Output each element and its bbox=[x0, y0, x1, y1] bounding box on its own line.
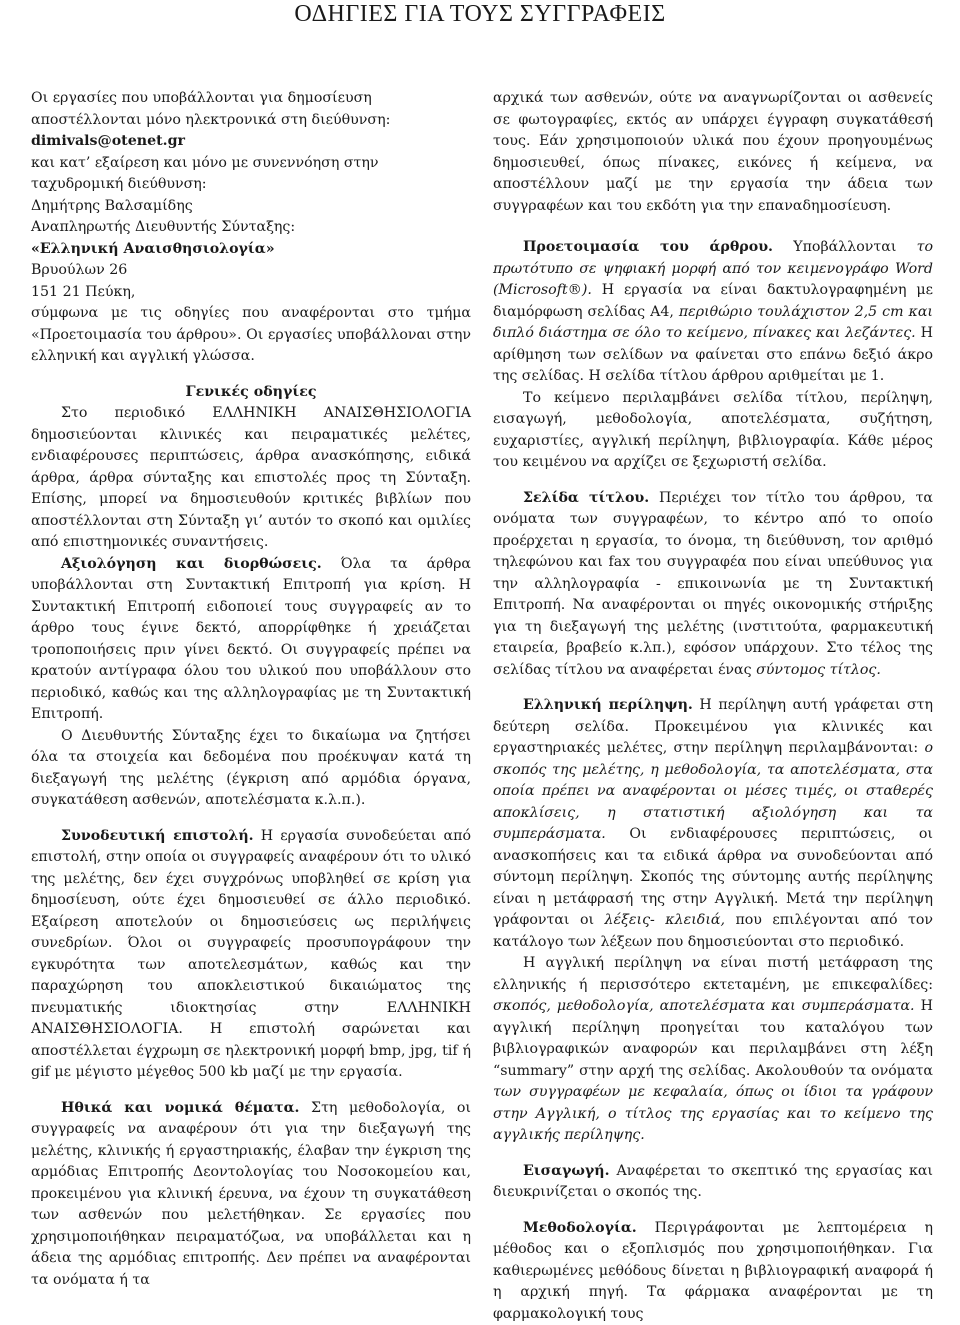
abstract-text-3: που επιλέγονται από τον κατάλογο των λέξεων που δημοσιεύονται στο περιοδικό. bbox=[493, 912, 933, 950]
methodology-text: Περιγράφονται με λεπτομέρεια η μέθοδος και ο εξοπλισμός που χρησιμοποιήθηκαν. Για καθιερωμένες μεθόδους δίνεται η βιβλιογραφική αναφορά ή η αρχική πηγή. Τα φάρμακα αναφέρονται με τη φαρμακολογική τους bbox=[493, 1220, 933, 1322]
continuation-paragraph: αρχικά των ασθενών, ούτε να αναγνωρίζονται οι ασθενείς σε φωτογραφίες, εκτός αν υπάρχει έγγραφη συγκατάθεσή τους. Εάν χρησιμοποιούν υλικά που έχουν προηγουμένως δημοσιευθεί, όπως πίνακες, εικόνες ή κείμενα, να αποστέλλουν μαζί με την εργασία την άδεια των συγγραφέων και του εκδότη για την επαναδημοσίευση. bbox=[493, 88, 933, 217]
cover-letter-heading: Συνοδευτική επιστολή. bbox=[61, 828, 254, 844]
introduction-heading: Εισαγωγή. bbox=[523, 1163, 610, 1179]
english-text-2: Η αγγλική περίληψη προηγείται του καταλόγου των βιβλιογραφικών αναφορών και περιλαμβάνει στη λέξη “summary” στην αρχή της σελίδας. Ακολουθούν τα ονόματα bbox=[493, 998, 933, 1079]
ethics-text: Στη μεθοδολογία, οι συγγραφείς να αναφέρουν ότι για την διεξαγωγή της μελέτης, κλινικής ή εργαστηριακής, έλαβαν την έγκριση της αρμόδιας Επιτροπής Δεοντολογίας του Νοσοκομείου και, προκειμένου για κλινική έρευνα, να έχουν τη συγκατάθεση των ασθενών που μελετήθηκαν. Σε εργασίες που χρησιμοποιήθηκαν πειραματόζωα, να υποβάλλεται και η άδεια της αρμόδιας επιτροπής. Δεν πρέπει να αναφέρονται τα ονόματα ή τα bbox=[31, 1100, 471, 1288]
ethics-heading: Ηθικά και νομικά θέματα. bbox=[61, 1100, 300, 1116]
introduction-text: Αναφέρεται το σκεπτικό της εργασίας και διευκρινίζεται ο σκοπός της. bbox=[493, 1163, 933, 1201]
contact-city: 151 21 Πεύκη, bbox=[31, 282, 471, 304]
ethics-paragraph bbox=[31, 1098, 471, 1292]
left-column bbox=[31, 88, 471, 1291]
abstract-italic-1: ο σκοπός της μελέτης, η μεθοδολογία, τα αποτελέσματα, στα οποία πρέπει να αναφέρονται οι μέσες τιμές, οι σταθερές αποκλίσεις, η στατιστική αξιολόγηση και τα συμπεράσματα. bbox=[493, 740, 933, 842]
preparation-text-1: Υποβάλλονται bbox=[773, 239, 917, 255]
general-heading: Γενικές οδηγίες bbox=[31, 382, 471, 404]
abstract-text-1: Η περίληψη αυτή γράφεται στη δεύτερη σελίδα. Προκειμένου για κλινικές και εργαστηριακές μελέτες, στην περίληψη περιλαμβάνονται: bbox=[493, 697, 933, 756]
right-column bbox=[493, 88, 933, 1325]
page-title: ΟΔΗΓΙΕΣ ΓΙΑ ΤΟΥΣ ΣΥΓΓΡΑΦΕΙΣ bbox=[0, 0, 960, 28]
abstract-paragraph bbox=[493, 695, 933, 953]
journal-name: «Ελληνική Αναισθησιολογία» bbox=[31, 239, 471, 261]
general-paragraph: Στο περιοδικό ΕΛΛΗΝΙΚΗ ΑΝΑΙΣΘΗΣΙΟΛΟΓΙΑ δημοσιεύονται κλινικές και πειραματικές μελέτες, ενδιαφέρουσες περιπτώσεις, άρθρα ανασκόπησης, ειδικά άρθρα, άρθρα σύνταξης και επιστολές προς τη Σύνταξη. Επίσης, μπορεί να δημοσιευθούν κριτικές βιβλίων που αποστέλλονται στη Σύνταξη γι’ αυτόν το σκοπό και ομιλίες από επιστημονικές συναντήσεις. bbox=[31, 403, 471, 554]
title-page-heading: Σελίδα τίτλου. bbox=[523, 490, 649, 506]
english-italic-1: σκοπός, μεθοδολογία, αποτελέσματα και συμπεράσματα. bbox=[493, 998, 915, 1014]
english-italic-2: των συγγραφέων με κεφαλαία, όπως οι ίδιοι τα γράφουν στην Αγγλική, ο τίτλος της εργασίας και το κείμενο της αγγλικής περίληψης. bbox=[493, 1084, 933, 1143]
intro-line-1: Οι εργασίες που υποβάλλονται για δημοσίευση αποστέλλονται μόνο ηλεκτρονικά στη διεύθυνση: bbox=[31, 88, 471, 131]
contact-name: Δημήτρης Βαλσαμίδης bbox=[31, 196, 471, 218]
preparation-italic-1: το πρωτότυπο σε ψηφιακή μορφή από τον κειμενογράφο Word (Microsoft®). bbox=[493, 239, 933, 298]
abstract-text-2: Οι ενδιαφέρουσες περιπτώσεις, οι ανασκοπήσεις και τα ειδικά άρθρα να συνοδεύονται από σύντομη περίληψη. Σκοπός της σύντομης αυτής περίληψης είναι η μετάφρασή της στην Αγγλική. Μετά την περίληψη γράφονται οι bbox=[493, 826, 933, 928]
title-page-paragraph bbox=[493, 488, 933, 682]
preparation-paragraph-2: Το κείμενο περιλαμβάνει σελίδα τίτλου, περίληψη, εισαγωγή, μεθοδολογία, αποτελέσματα, συζήτηση, ευχαριστίες, αγγλική περίληψη, βιβλιογραφία. Κάθε μέρος του κειμένου να αρχίζει σε ξεχωριστή σελίδα. bbox=[493, 388, 933, 474]
intro-line-3: σύμφωνα με τις οδηγίες που αναφέρονται στο τμήμα «Προετοιμασία του άρθρου». Οι εργασίες υποβάλλοναι στην ελληνική και αγγλική γλώσσα. bbox=[31, 303, 471, 368]
contact-role: Αναπληρωτής Διευθυντής Σύνταξης: bbox=[31, 217, 471, 239]
methodology-paragraph bbox=[493, 1218, 933, 1325]
preparation-italic-2: περιθώριο τουλάχιστον 2,5 cm και διπλό διάστημα σε όλο το κείμενο, πίνακες και λεζάντες. bbox=[493, 304, 933, 342]
abstract-heading: Ελληνική περίληψη. bbox=[523, 697, 693, 713]
cover-letter-paragraph bbox=[31, 826, 471, 1084]
review-text: Όλα τα άρθρα υποβάλλονται στη Συντακτική Επιτροπή για κρίση. Η Συντακτική Επιτροπή ειδοποιεί τους συγγραφείς αν το άρθρο τους έγινε δεκτό, απορρίφθηκε ή χρειάζεται τροποποιήσεις πριν γίνει δεκτό. Οι συγγραφείς πρέπει να κρατούν αντίγραφα όλου του υλικού που υποβάλλουν στο περιοδικό, καθώς και της αλληλογραφίας με τη Συντακτική Επιτροπή. bbox=[31, 556, 471, 723]
methodology-heading: Μεθοδολογία. bbox=[523, 1220, 637, 1236]
preparation-paragraph bbox=[493, 237, 933, 388]
director-paragraph: Ο Διευθυντής Σύνταξης έχει το δικαίωμα να ζητήσει όλα τα στοιχεία και δεδομένα που προέκυψαν κατά τη διεξαγωγή της μελέτης (έγκριση από αρμόδια όργανα, συγκατάθεση ασθενών, αποτελέσματα κ.λ.π.). bbox=[31, 726, 471, 812]
preparation-text-2: Η εργασία να είναι δακτυλογραφημένη με διαμόρφωση σελίδας Α4, bbox=[493, 282, 933, 320]
english-text-1: Η αγγλική περίληψη να είναι πιστή μετάφραση της ελληνικής ή περισσότερο εκτεταμένη, με επικεφαλίδες: bbox=[493, 955, 933, 993]
title-page-text: Περιέχει τον τίτλο του άρθρου, τα ονόματα των συγγραφέων, το κέντρο από το οποίο προέρχεται η εργασία, το όνομα, τη διεύθυνση, τον αριθμό τηλεφώνου και fax του συγγραφέα που είναι υπεύθυνος για την αλληλογραφία - επικοινωνία με τη Συντακτική Επιτροπή. Να αναφέρονται οι πηγές οικονομικής στήριξης για τη διεξαγωγή της μελέτης (ινστιτούτα, φαρμακευτική εταιρεία, βραβείο κ.λπ.), εφόσον υπάρχουν. Στο τέλος της σελίδας τίτλου να αναφέρεται ένας bbox=[493, 490, 933, 678]
email-address: dimivals@otenet.gr bbox=[31, 131, 471, 153]
cover-letter-text: Η εργασία συνοδεύεται από επιστολή, στην οποία οι συγγραφείς αναφέρουν ότι το υλικό της μελέτης, δεν έχει συγχρόνως υποβληθεί σε κρίση για δημοσίευση, ούτε έχει δημοσιευθεί σε άλλο περιοδικό. Εξαίρεση αποτελούν οι δημοσιεύσεις ως περιλήψεις συνεδρίων. Όλοι οι συγγραφείς προσυπογράφουν την εγκυρότητα των αποτελεσμάτων, καθώς και την παραχώρηση του αποκλειστικού δικαιώματος της πνευματικής ιδιοκτησίας στην ΕΛΛΗΝΙΚΗ ΑΝΑΙΣΘΗΣΙΟΛΟΓΙΑ. Η επιστολή σαρώνεται και αποστέλλεται έγχρωμη σε ηλεκτρονική μορφή bmp, jpg, tif ή gif με μέγιστο μέγεθος 500 kb μαζί με την εργασία. bbox=[31, 828, 471, 1081]
title-page-italic: σύντομος τίτλος. bbox=[756, 662, 881, 678]
intro-line-2: και κατ’ εξαίρεση και μόνο με συνεννόηση στην ταχυδρομική διεύθυνση: bbox=[31, 153, 471, 196]
english-abstract-paragraph bbox=[493, 953, 933, 1147]
contact-street: Βρυούλων 26 bbox=[31, 260, 471, 282]
review-heading: Αξιολόγηση και διορθώσεις. bbox=[61, 556, 322, 572]
introduction-paragraph bbox=[493, 1161, 933, 1204]
review-paragraph bbox=[31, 554, 471, 726]
preparation-heading: Προετοιμασία του άρθρου. bbox=[523, 239, 773, 255]
preparation-text-3: Η αρίθμηση των σελίδων να φαίνεται στο επάνω δεξιό άκρο της σελίδας. Η σελίδα τίτλου άρθρου αριθμείται με 1. bbox=[493, 325, 933, 384]
abstract-italic-2: λέξεις- κλειδιά, bbox=[605, 912, 725, 928]
